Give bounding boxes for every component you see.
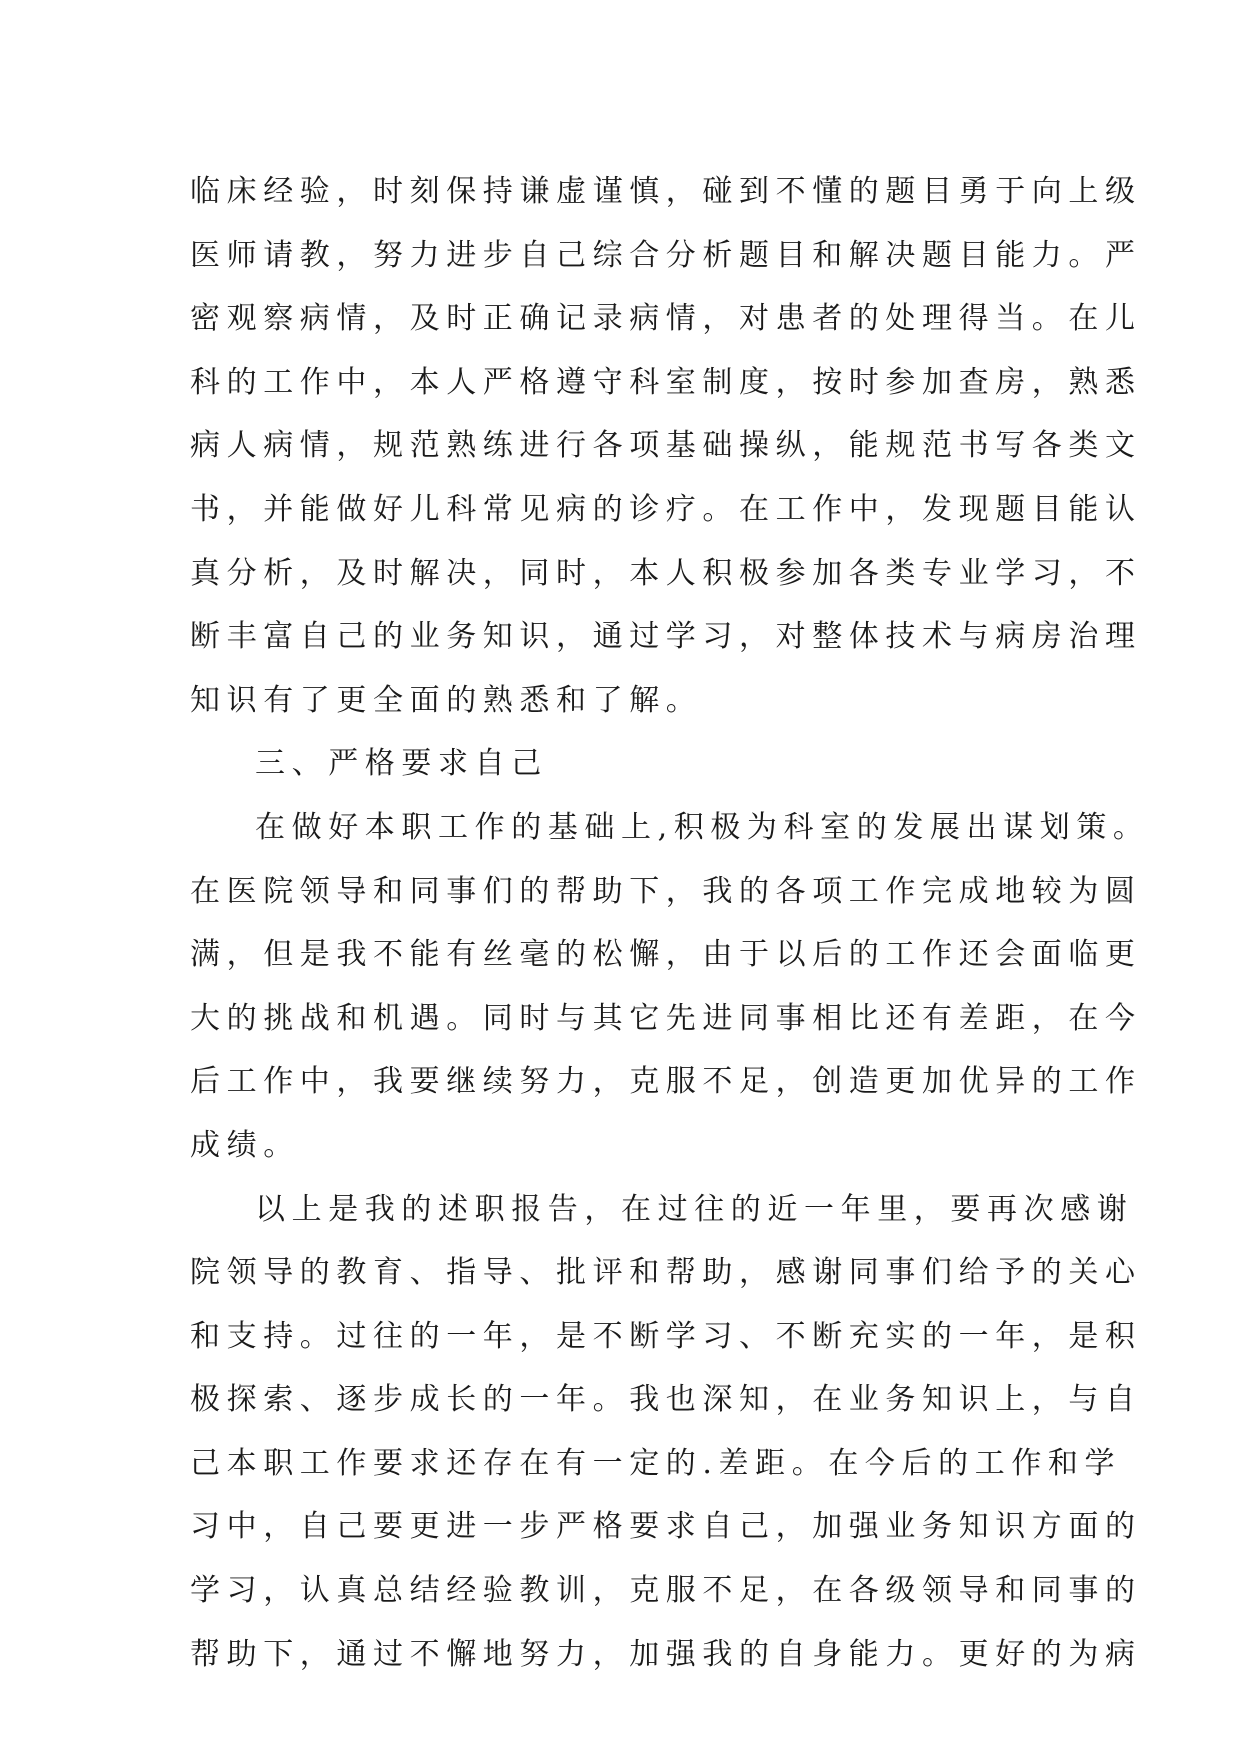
text-line: 和支持。过往的一年，是不断学习、不断充实的一年，是积 [190,1318,1142,1354]
text-line: 己本职工作要求还存在有一定的.差距。在今后的工作和学 [190,1445,1122,1481]
text-line: 密观察病情，及时正确记录病情，对患者的处理得当。在儿 [190,301,1142,337]
text-line: 院领导的教育、指导、批评和帮助，感谢同事们给予的关心 [190,1255,1142,1291]
text-line: 医师请教，努力进步自己综合分析题目和解决题目能力。严 [190,237,1142,273]
text-line: 临床经验，时刻保持谦虚谨慎，碰到不懂的题目勇于向上级 [190,174,1142,209]
paragraph-first-line: 在做好本职工作的基础上,积极为科室的发展出谋划策。 [255,809,1150,845]
text-line: 极探索、逐步成长的一年。我也深知，在业务知识上，与自 [190,1382,1142,1418]
text-line: 知识有了更全面的熟悉和了解。 [190,682,703,718]
text-line: 书，并能做好儿科常见病的诊疗。在工作中，发现题目能认 [190,491,1142,527]
text-line: 成绩。 [190,1127,300,1163]
text-line: 真分析，及时解决，同时，本人积极参加各类专业学习，不 [190,555,1142,591]
text-line: 后工作中，我要继续努力，克服不足，创造更加优异的工作 [190,1064,1142,1100]
text-line: 在医院领导和同事们的帮助下，我的各项工作完成地较为圆 [190,873,1142,909]
text-line: 习中，自己要更进一步严格要求自己，加强业务知识方面的 [190,1509,1142,1545]
text-line: 帮助下，通过不懈地努力，加强我的自身能力。更好的为病 [190,1636,1142,1672]
section-heading: 三、严格要求自己 [255,746,548,782]
text-line: 科的工作中，本人严格遵守科室制度，按时参加查房，熟悉 [190,364,1142,400]
document-body [190,160,1150,1686]
paragraph-first-line: 以上是我的述职报告，在过往的近一年里，要再次感谢 [255,1191,1134,1227]
text-line: 大的挑战和机遇。同时与其它先进同事相比还有差距，在今 [190,1000,1142,1036]
text-line: 学习，认真总结经验教训，克服不足，在各级领导和同事的 [190,1573,1142,1609]
text-line: 断丰富自己的业务知识，通过学习，对整体技术与病房治理 [190,619,1142,655]
text-line: 满，但是我不能有丝毫的松懈，由于以后的工作还会面临更 [190,937,1142,973]
text-line: 病人病情，规范熟练进行各项基础操纵，能规范书写各类文 [190,428,1142,464]
